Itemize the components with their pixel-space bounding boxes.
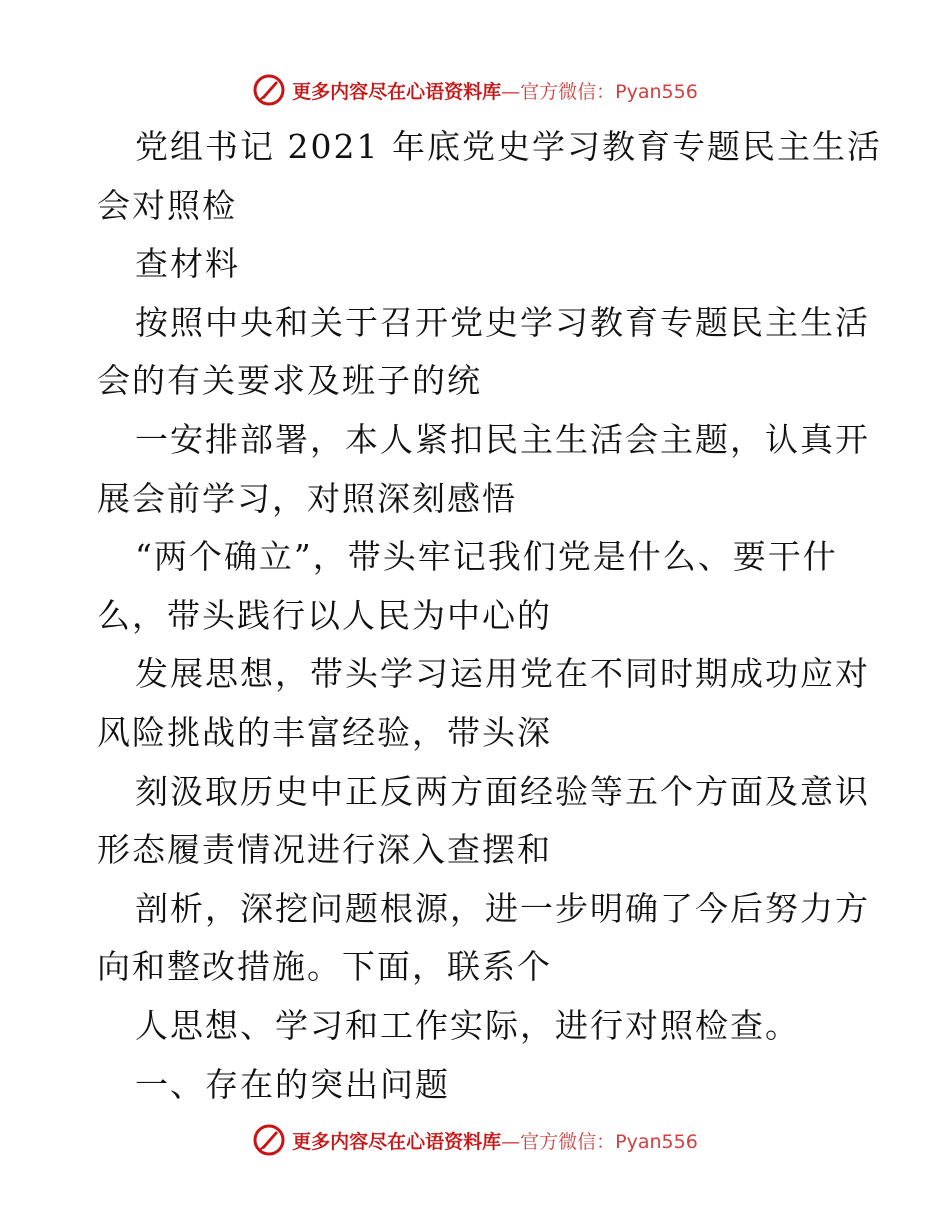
- banner-wechat-text: —官方微信：Pyan556: [501, 1130, 698, 1153]
- document-line: 展会前学习，对照深刻感悟: [97, 478, 517, 518]
- document-line: 剖析，深挖问题根源，进一步明确了今后努力方: [135, 888, 870, 928]
- document-line: 向和整改措施。下面，联系个: [97, 947, 552, 987]
- document-body: [97, 118, 882, 1114]
- document-line: 么，带头践行以人民为中心的: [97, 595, 552, 635]
- document-line: 会对照检: [97, 185, 237, 225]
- quill-logo-icon: [252, 73, 286, 107]
- document-line: 党组书记 2021 年底党史学习教育专题民主生活: [135, 127, 882, 166]
- document-line: 形态履责情况进行深入查摆和: [97, 830, 552, 870]
- document-line: 一安排部署，本人紧扣民主生活会主题，认真开: [135, 419, 870, 459]
- banner-main-text: 更多内容尽在心语资料库: [292, 80, 502, 103]
- document-line: 刻汲取历史中正反两方面经验等五个方面及意识: [135, 771, 870, 811]
- document-line: 一、存在的突出问题: [135, 1064, 450, 1104]
- banner-text: [292, 1127, 698, 1154]
- document-line: 发展思想，带头学习运用党在不同时期成功应对: [135, 654, 870, 694]
- document-line: “两个确立”，带头牢记我们党是什么、要干什: [135, 537, 838, 577]
- banner-wechat-text: —官方微信：Pyan556: [501, 80, 698, 103]
- document-line: 按照中央和关于召开党史学习教育专题民主生活: [135, 302, 870, 342]
- document-line: 人思想、学习和工作实际，进行对照检查。: [135, 1005, 800, 1045]
- banner-main-text: 更多内容尽在心语资料库: [292, 1130, 502, 1153]
- quill-logo-icon: [252, 1123, 286, 1157]
- footer-banner: [0, 1122, 950, 1158]
- document-line: 风险挑战的丰富经验，带头深: [97, 712, 552, 752]
- header-banner: [0, 72, 950, 108]
- document-line: 查材料: [135, 244, 240, 284]
- document-line: 会的有关要求及班子的统: [97, 361, 482, 401]
- banner-text: [292, 77, 698, 104]
